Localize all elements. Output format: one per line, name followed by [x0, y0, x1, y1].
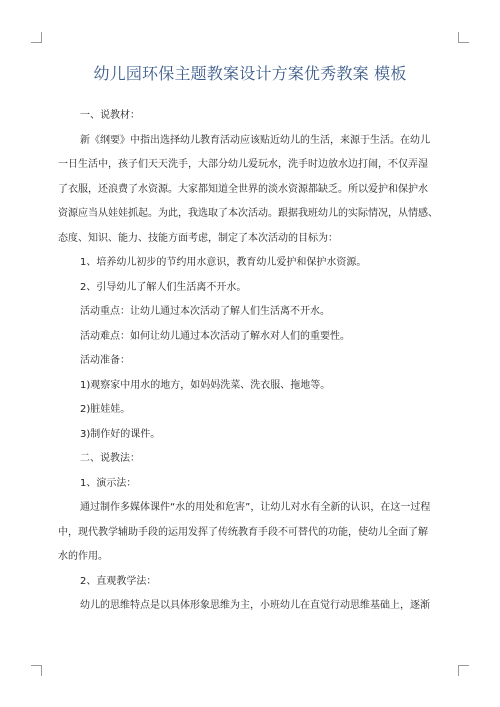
paragraph-line: 水的作用。 — [58, 551, 108, 562]
list-item: 1)观察家中用水的地方，如妈妈洗菜、洗衣服、拖地等。 — [80, 379, 331, 391]
list-item: 3)制作好的课件。 — [80, 428, 161, 440]
paragraph-line: 中，现代教学辅助手段的运用发挥了传统教育手段不可替代的功能，使幼儿全面了解 — [58, 526, 428, 538]
paragraph-line: 了衣服，还浪费了水资源。大家都知道全世界的淡水资源都缺乏。所以爱护和保护水 — [58, 183, 428, 195]
crop-mark-bottom-right — [458, 665, 469, 676]
subsection-heading: 2、直观教学法： — [80, 575, 157, 587]
paragraph-line: 活动难点：如何让幼儿通过本次活动了解水对人们的重要性。 — [80, 330, 350, 342]
list-item: 2)脏娃娃。 — [80, 404, 131, 415]
paragraph-line: 态度、知识、能力、技能方面考虑，制定了本次活动的目标为： — [58, 232, 338, 244]
paragraph-line: 幼儿的思维特点是以具体形象思维为主，小班幼儿在直觉行动思维基础上，逐渐 — [80, 600, 430, 611]
crop-mark-top-right — [458, 32, 469, 43]
section-heading: 二、说教法： — [80, 453, 140, 464]
crop-mark-top-left — [31, 32, 42, 43]
paragraph-line: 新《纲要》中指出选择幼儿教育活动应该贴近幼儿的生活，来源于生活。在幼儿 — [80, 134, 430, 146]
section-heading: 一、说教材： — [80, 110, 140, 121]
document-title: 幼儿园环保主题教案设计方案优秀教案 模板 — [93, 64, 407, 83]
document-body — [58, 104, 442, 619]
list-item: 1、培养幼儿初步的节约用水意识，教育幼儿爱护和保护水资源。 — [80, 257, 367, 268]
paragraph-line: 活动重点：让幼儿通过本次活动了解人们生活离不开水。 — [80, 306, 330, 317]
paragraph-line: 资源应当从娃娃抓起。为此，我选取了本次活动。跟据我班幼儿的实际情况，从情感、 — [58, 208, 438, 219]
subsection-heading: 1、演示法： — [80, 477, 137, 489]
list-item: 2、引导幼儿了解人们生活离不开水。 — [80, 281, 247, 293]
paragraph-line: 一日生活中，孩子们天天洗手，大部分幼儿爱玩水，洗手时边放水边打闹，不仅弄湿 — [58, 159, 428, 170]
paragraph-line: 通过制作多媒体课件“水的用处和危害”，让幼儿对水有全新的认识，在这一过程 — [80, 502, 431, 513]
crop-mark-bottom-left — [31, 665, 42, 676]
paragraph-line: 活动准备： — [80, 355, 130, 366]
